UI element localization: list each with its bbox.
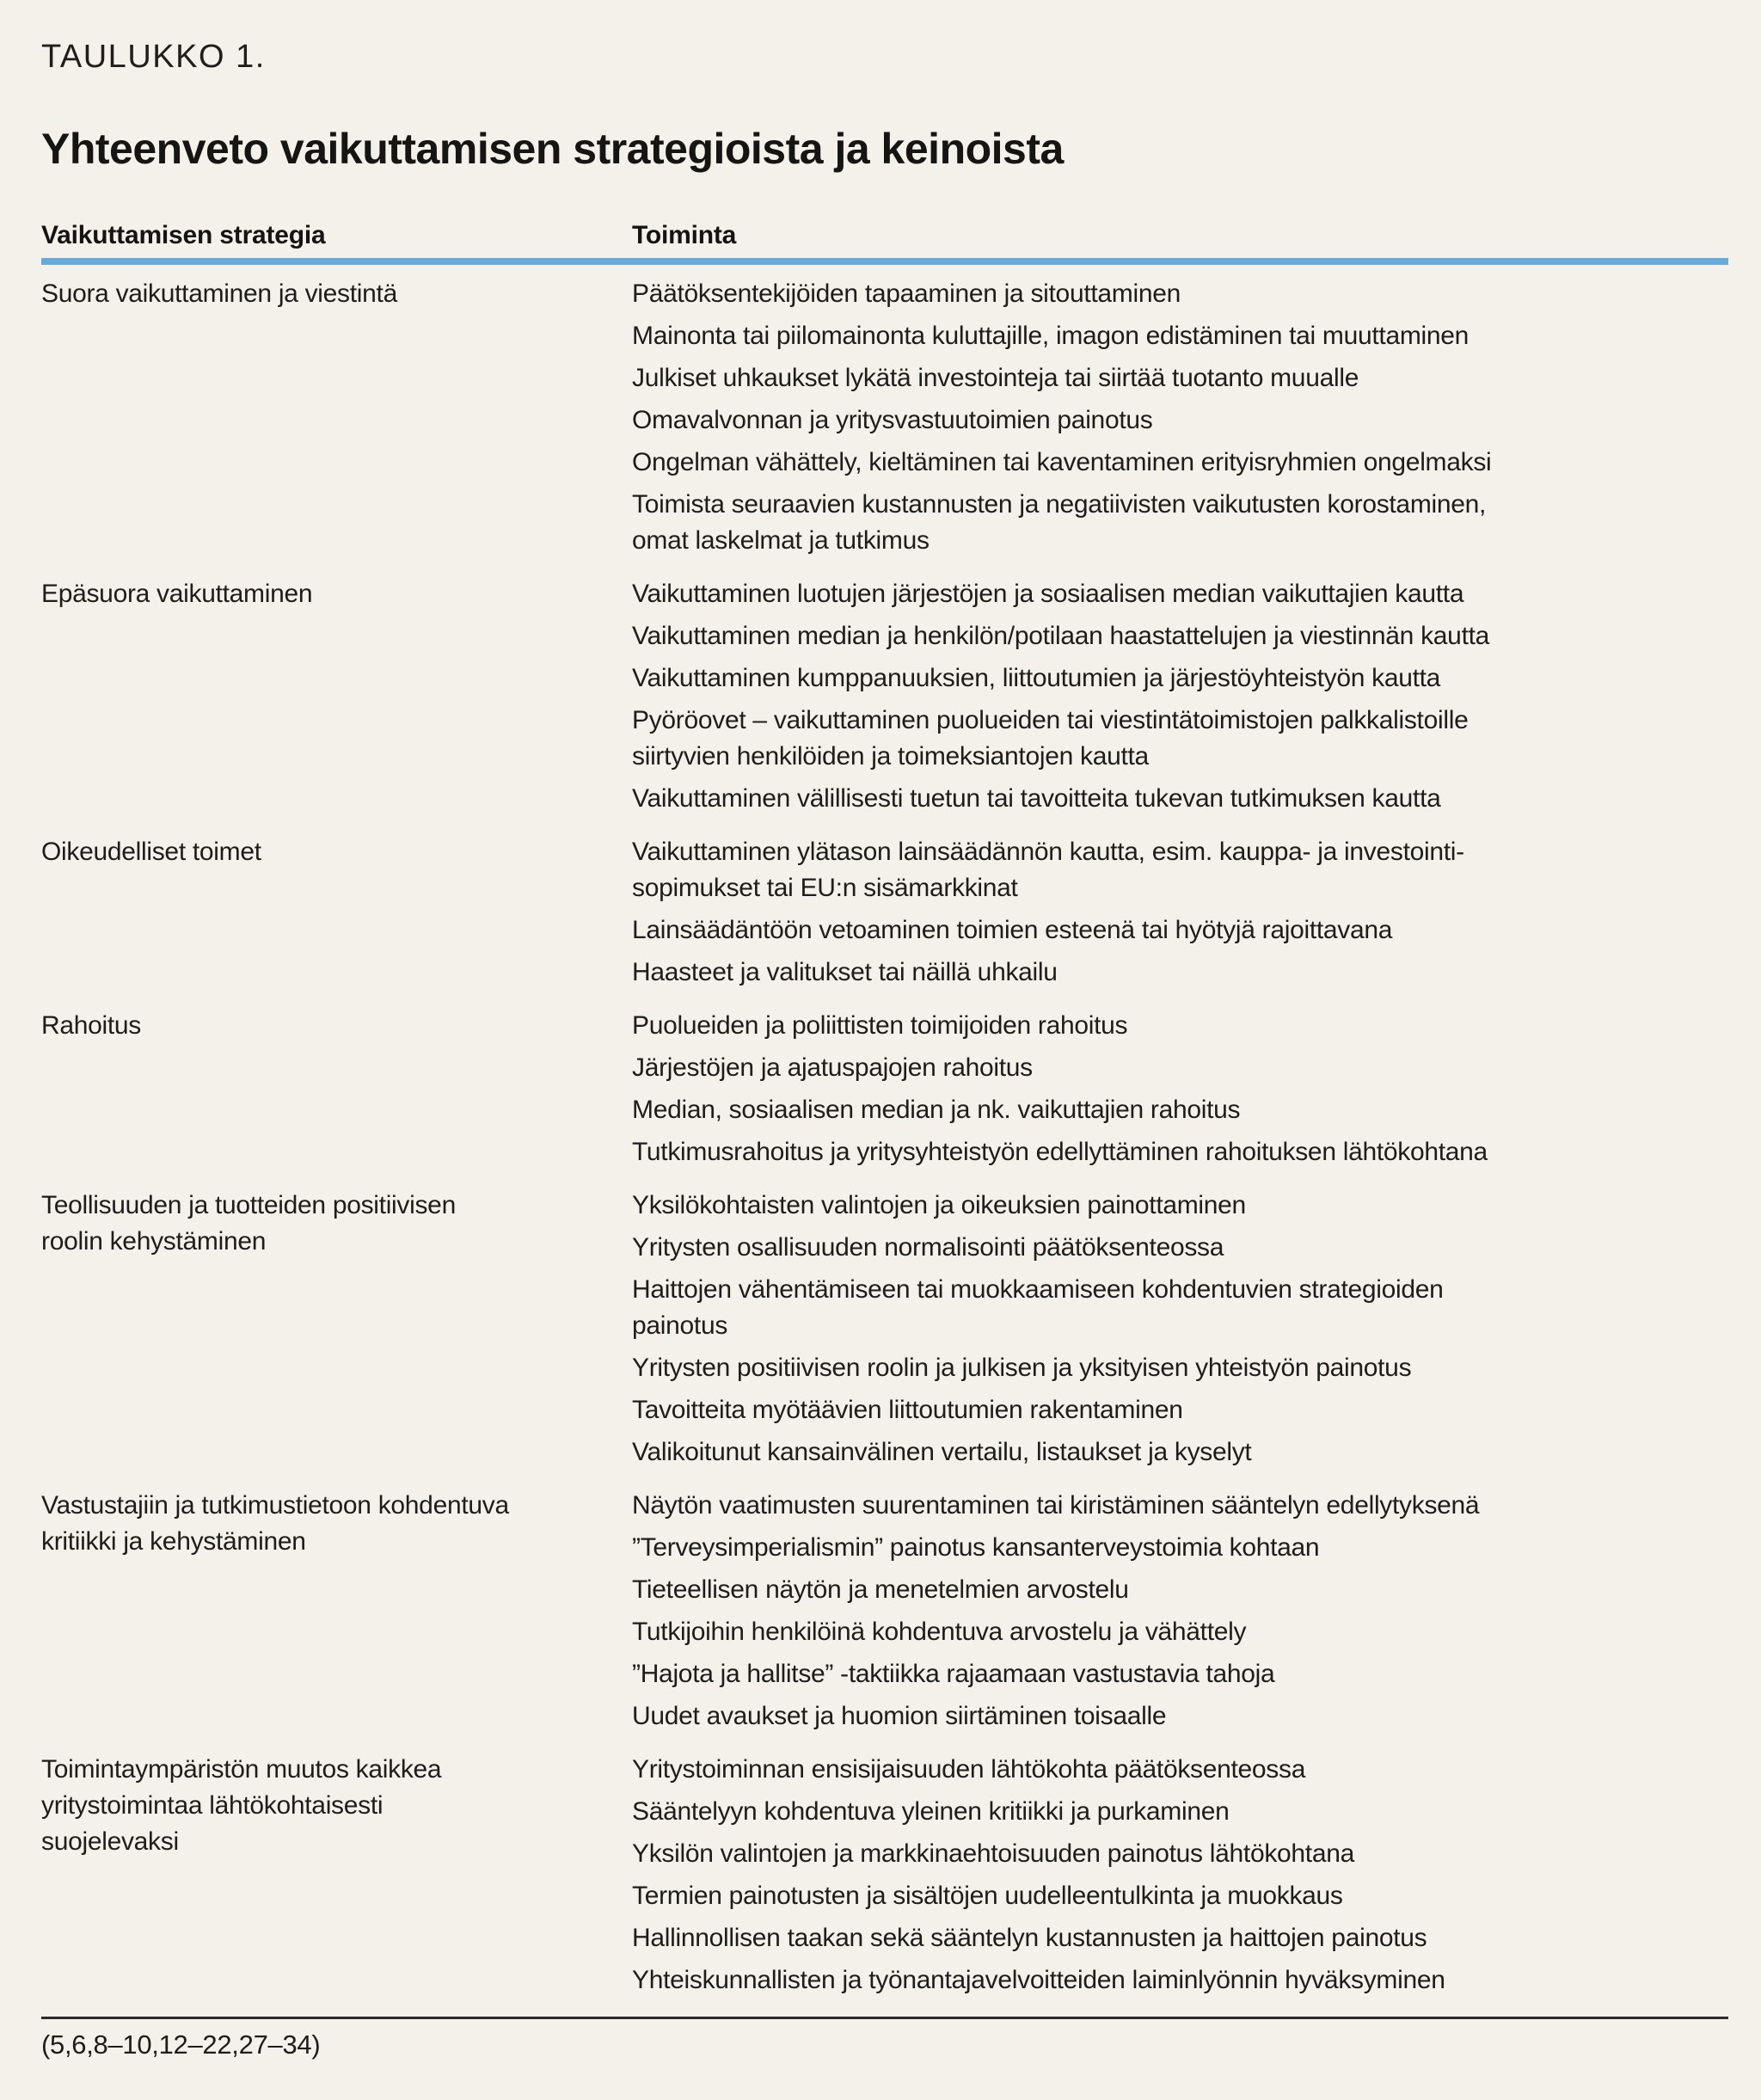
action-line: Tavoitteita myötäävien liittoutumien rakentaminen xyxy=(632,1396,1183,1424)
action-line: Vaikuttaminen välillisesti tuetun tai tavoitteita tukevan tutkimuksen kautta xyxy=(632,784,1441,813)
action-line: omat laskelmat ja tutkimus xyxy=(632,526,930,555)
table-row xyxy=(41,997,1728,1176)
action-item xyxy=(632,576,1711,612)
action-line: Tutkijoihin henkilöinä kohdentuva arvostelu ja vähättely xyxy=(632,1618,1247,1646)
strategy-line: kritiikki ja kehystäminen xyxy=(41,1527,306,1556)
strategy-line: Suora vaikuttaminen ja viestintä xyxy=(41,279,397,308)
action-item xyxy=(632,660,1711,697)
strategy-line: Oikeudelliset toimet xyxy=(41,838,261,866)
action-line: Haasteet ja valitukset tai näillä uhkailu xyxy=(632,958,1058,986)
table-row xyxy=(41,823,1728,997)
action-line: siirtyvien henkilöiden ja toimeksiantojen kautta xyxy=(632,742,1149,771)
action-item xyxy=(632,1656,1711,1692)
action-item xyxy=(632,781,1711,817)
strategy-line: yritystoimintaa lähtökohtaisesti xyxy=(41,1791,383,1820)
action-item xyxy=(632,1092,1711,1128)
action-item xyxy=(632,955,1711,991)
action-item xyxy=(632,318,1711,354)
action-line: Yritysten osallisuuden normalisointi päätöksenteossa xyxy=(632,1233,1224,1262)
strategy-cell xyxy=(41,834,632,991)
table-row xyxy=(41,1477,1728,1741)
action-line: Yhteiskunnallisten ja työnantajavelvoitteiden laiminlyönnin hyväksyminen xyxy=(632,1966,1445,1994)
action-line: Ongelman vähättely, kieltäminen tai kaventaminen erityisryhmien ongelmaksi xyxy=(632,448,1492,476)
strategy-line: Rahoitus xyxy=(41,1011,142,1040)
action-line: Puolueiden ja poliittisten toimijoiden rahoitus xyxy=(632,1011,1128,1040)
action-line: Yksilön valintojen ja markkinaehtoisuuden painotus lähtökohtana xyxy=(632,1839,1354,1868)
action-line: Sääntelyyn kohdentuva yleinen kritiikki ja purkaminen xyxy=(632,1797,1230,1826)
action-line: Termien painotusten ja sisältöjen uudelleentulkinta ja muokkaus xyxy=(632,1882,1343,1910)
action-line: Yritysten positiivisen roolin ja julkisen ja yksityisen yhteistyön painotus xyxy=(632,1354,1412,1382)
action-line: Haittojen vähentämiseen tai muokkaamiseen kohdentuvien strategioiden xyxy=(632,1275,1444,1304)
table-row xyxy=(41,565,1728,823)
table-row xyxy=(41,265,1728,565)
action-line: Yksilökohtaisten valintojen ja oikeuksien painottaminen xyxy=(632,1191,1246,1219)
action-item xyxy=(632,1878,1711,1914)
action-line: Tieteellisen näytön ja menetelmien arvostelu xyxy=(632,1575,1129,1604)
action-item xyxy=(632,487,1711,559)
action-line: Näytön vaatimusten suurentaminen tai kiristäminen sääntelyn edellytyksenä xyxy=(632,1491,1480,1520)
actions-cell xyxy=(632,834,1728,991)
actions-cell xyxy=(632,576,1728,817)
action-item xyxy=(632,1530,1711,1566)
action-item xyxy=(632,703,1711,775)
table-body xyxy=(41,265,1728,2005)
actions-cell xyxy=(632,276,1728,559)
action-line: Toimista seuraavien kustannusten ja negatiivisten vaikutusten korostaminen, xyxy=(632,490,1487,519)
action-item xyxy=(632,1350,1711,1386)
action-item xyxy=(632,1920,1711,1956)
action-item xyxy=(632,1134,1711,1170)
actions-cell xyxy=(632,1488,1728,1735)
table-title: Yhteenveto vaikuttamisen strategioista ja keinoista xyxy=(41,125,1064,173)
reference-footnote: (5,6,8–10,12–22,27–34) xyxy=(41,2029,321,2060)
action-line: Yritystoiminnan ensisijaisuuden lähtökohta päätöksenteossa xyxy=(632,1755,1306,1784)
action-item xyxy=(632,618,1711,654)
action-line: Vaikuttaminen median ja henkilön/potilaan haastattelujen ja viestinnän kautta xyxy=(632,622,1490,650)
strategy-cell xyxy=(41,1188,632,1471)
strategy-line: Epäsuora vaikuttaminen xyxy=(41,580,313,608)
action-line: Pyöröovet – vaikuttaminen puolueiden tai viestintätoimistojen palkkalistoille xyxy=(632,706,1469,734)
action-item xyxy=(632,1188,1711,1224)
action-item xyxy=(632,402,1711,439)
footer-rule xyxy=(41,2017,1728,2019)
strategy-line: roolin kehystäminen xyxy=(41,1227,267,1256)
action-item xyxy=(632,1230,1711,1266)
strategy-line: Teollisuuden ja tuotteiden positiivisen xyxy=(41,1191,456,1219)
action-line: Valikoitunut kansainvälinen vertailu, listaukset ja kyselyt xyxy=(632,1438,1252,1466)
strategy-cell xyxy=(41,1488,632,1735)
action-line: Tutkimusrahoitus ja yritysyhteistyön edellyttäminen rahoituksen lähtökohtana xyxy=(632,1138,1488,1166)
table-label: TAULUKKO 1. xyxy=(41,39,266,75)
action-item xyxy=(632,276,1711,312)
action-line: sopimukset tai EU:n sisämarkkinat xyxy=(632,874,1018,902)
strategy-cell xyxy=(41,1752,632,1999)
action-item xyxy=(632,1962,1711,1999)
strategy-cell xyxy=(41,576,632,817)
table-row xyxy=(41,1176,1728,1477)
action-line: Julkiset uhkaukset lykätä investointeja tai siirtää tuotanto muualle xyxy=(632,364,1359,392)
actions-cell xyxy=(632,1188,1728,1471)
action-item xyxy=(632,360,1711,396)
action-line: ”Terveysimperialismin” painotus kansanterveystoimia kohtaan xyxy=(632,1533,1320,1562)
actions-cell xyxy=(632,1752,1728,1999)
column-header-toiminta: Toiminta xyxy=(632,221,737,249)
action-item xyxy=(632,1392,1711,1428)
action-item xyxy=(632,1008,1711,1044)
strategy-cell xyxy=(41,1008,632,1170)
action-item xyxy=(632,1794,1711,1830)
table-header-row xyxy=(41,220,1728,251)
action-item xyxy=(632,834,1711,906)
action-line: Päätöksentekijöiden tapaaminen ja sitouttaminen xyxy=(632,279,1181,308)
action-item xyxy=(632,1050,1711,1086)
header-rule xyxy=(41,258,1728,265)
action-line: Median, sosiaalisen median ja nk. vaikuttajien rahoitus xyxy=(632,1096,1241,1124)
action-line: painotus xyxy=(632,1311,728,1340)
action-item xyxy=(632,912,1711,949)
action-item xyxy=(632,445,1711,481)
action-line: Lainsäädäntöön vetoaminen toimien esteenä tai hyötyjä rajoittavana xyxy=(632,916,1393,944)
strategy-line: Toimintaympäristön muutos kaikkea xyxy=(41,1755,442,1784)
action-item xyxy=(632,1836,1711,1872)
action-line: Vaikuttaminen kumppanuuksien, liittoutumien ja järjestöyhteistyön kautta xyxy=(632,664,1441,692)
action-line: ”Hajota ja hallitse” -taktiikka rajaamaan vastustavia tahoja xyxy=(632,1660,1275,1688)
action-item xyxy=(632,1488,1711,1524)
actions-cell xyxy=(632,1008,1728,1170)
action-item xyxy=(632,1752,1711,1788)
action-line: Uudet avaukset ja huomion siirtäminen toisaalle xyxy=(632,1702,1167,1730)
strategy-line: Vastustajiin ja tutkimustietoon kohdentuva xyxy=(41,1491,509,1520)
action-item xyxy=(632,1572,1711,1608)
action-item xyxy=(632,1614,1711,1650)
action-line: Hallinnollisen taakan sekä sääntelyn kustannusten ja haittojen painotus xyxy=(632,1924,1427,1952)
action-line: Mainonta tai piilomainonta kuluttajille, imagon edistäminen tai muuttaminen xyxy=(632,322,1470,350)
action-line: Vaikuttaminen ylätason lainsäädännön kautta, esim. kauppa- ja investointi- xyxy=(632,838,1464,866)
action-item xyxy=(632,1272,1711,1344)
action-line: Vaikuttaminen luotujen järjestöjen ja sosiaalisen median vaikuttajien kautta xyxy=(632,580,1464,608)
column-header-strategy: Vaikuttamisen strategia xyxy=(41,221,326,249)
table-row xyxy=(41,1741,1728,2005)
action-line: Omavalvonnan ja yritysvastuutoimien painotus xyxy=(632,406,1153,434)
strategy-line: suojelevaksi xyxy=(41,1827,179,1856)
action-item xyxy=(632,1434,1711,1471)
strategy-cell xyxy=(41,276,632,559)
action-item xyxy=(632,1698,1711,1735)
action-line: Järjestöjen ja ajatuspajojen rahoitus xyxy=(632,1053,1033,1082)
